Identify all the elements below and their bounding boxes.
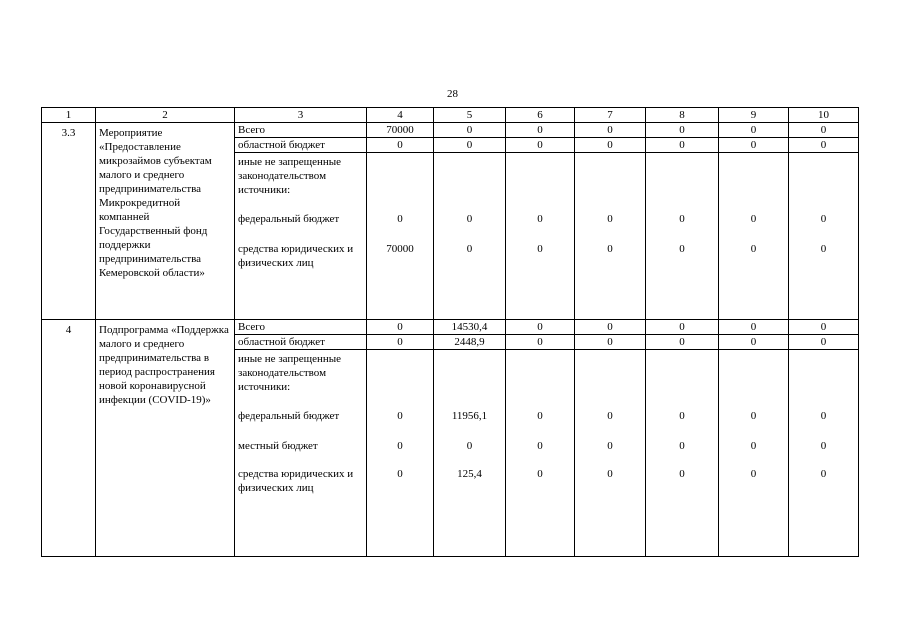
value-column: [719, 350, 789, 557]
value-cell: 0: [434, 138, 506, 153]
value-cell: 0: [679, 468, 685, 480]
source-breakdown: [235, 153, 367, 320]
value-cell: 0: [466, 213, 473, 225]
table-row: [42, 123, 859, 138]
value-cell: 0: [607, 243, 613, 255]
row-number: 4: [42, 320, 96, 557]
value-cell: 0: [367, 138, 434, 153]
column-number: 3: [235, 108, 367, 123]
value-cell: 0: [820, 243, 827, 255]
column-number: 9: [719, 108, 789, 123]
column-number: 8: [646, 108, 719, 123]
source-label: Всего: [235, 320, 367, 335]
row-number: 3.3: [42, 123, 96, 320]
column-number: 7: [575, 108, 646, 123]
value-cell: 0: [506, 335, 575, 350]
value-column: [646, 350, 719, 557]
value-cell: 0: [506, 320, 575, 335]
value-cell: 0: [607, 468, 613, 480]
value-cell: 125,4: [457, 468, 482, 480]
value-cell: 0: [466, 243, 473, 255]
value-cell: 0: [750, 440, 757, 452]
value-cell: 0: [820, 410, 827, 422]
value-cell: 0: [575, 320, 646, 335]
value-cell: 0: [607, 213, 613, 225]
column-number: 1: [42, 108, 96, 123]
value-cell: 0: [397, 213, 403, 225]
column-number: 10: [789, 108, 859, 123]
value-cell: 0: [789, 320, 859, 335]
value-cell: 70000: [386, 243, 414, 255]
source-label: средства юридических и физических лиц: [238, 468, 354, 494]
value-cell: 0: [719, 123, 789, 138]
row-name: Подпрограмма «Поддержка малого и среднего предпринимательства в период распространения новой коронавирусной инфекции (COVID-19)»: [96, 320, 235, 557]
value-cell: 70000: [367, 123, 434, 138]
value-cell: 0: [679, 213, 685, 225]
value-column: [789, 153, 859, 320]
value-cell: 0: [397, 468, 403, 480]
value-cell: 0: [537, 243, 543, 255]
value-cell: 0: [820, 468, 827, 480]
value-column: [506, 153, 575, 320]
source-label: областной бюджет: [235, 138, 367, 153]
value-cell: 0: [506, 123, 575, 138]
value-cell: 0: [750, 243, 757, 255]
value-cell: 0: [750, 410, 757, 422]
source-breakdown: [235, 350, 367, 557]
value-cell: 0: [820, 440, 827, 452]
value-cell: 0: [607, 440, 613, 452]
source-label: федеральный бюджет: [238, 410, 340, 422]
value-cell: 0: [575, 138, 646, 153]
value-cell: 0: [646, 138, 719, 153]
value-cell: 0: [575, 123, 646, 138]
value-column: [506, 350, 575, 557]
value-column: [367, 153, 434, 320]
column-number: 2: [96, 108, 235, 123]
value-cell: 2448,9: [434, 335, 506, 350]
value-cell: 0: [537, 410, 543, 422]
value-cell: 0: [679, 410, 685, 422]
column-number: 4: [367, 108, 434, 123]
value-cell: 0: [679, 243, 685, 255]
value-cell: 0: [367, 335, 434, 350]
value-cell: 0: [434, 123, 506, 138]
budget-table: [41, 107, 859, 557]
value-cell: 0: [537, 213, 543, 225]
value-cell: 0: [820, 213, 827, 225]
page-number: 28: [447, 88, 458, 100]
other-sources-label: иные не запрещенные законодательством источники:: [238, 353, 342, 393]
value-cell: 0: [397, 410, 403, 422]
value-column: [646, 153, 719, 320]
value-cell: 0: [789, 335, 859, 350]
source-label: Всего: [235, 123, 367, 138]
value-cell: 0: [719, 138, 789, 153]
source-label: федеральный бюджет: [238, 213, 340, 225]
source-label: средства юридических и физических лиц: [238, 243, 354, 269]
value-cell: 0: [537, 468, 543, 480]
value-cell: 0: [789, 138, 859, 153]
value-cell: 14530,4: [434, 320, 506, 335]
value-cell: 0: [397, 440, 403, 452]
table-row: [42, 320, 859, 335]
value-column: [575, 153, 646, 320]
value-column: [434, 153, 506, 320]
source-label: областной бюджет: [235, 335, 367, 350]
column-number: 5: [434, 108, 506, 123]
value-cell: 0: [646, 123, 719, 138]
column-number: 6: [506, 108, 575, 123]
row-name: Мероприятие «Предоставление микрозаймов субъектам малого и среднего предпринимательства Микрокредитной компанней Государственный фонд поддержки предпринимательства Кемеровской области»: [96, 123, 235, 320]
value-column: [719, 153, 789, 320]
value-column: [575, 350, 646, 557]
value-column: [789, 350, 859, 557]
value-cell: 0: [750, 468, 757, 480]
value-cell: 0: [679, 440, 685, 452]
value-cell: 0: [575, 335, 646, 350]
value-cell: 0: [646, 335, 719, 350]
value-cell: 0: [466, 440, 473, 452]
value-cell: 0: [367, 320, 434, 335]
value-cell: 0: [750, 213, 757, 225]
value-cell: 0: [646, 320, 719, 335]
value-cell: 0: [607, 410, 613, 422]
value-cell: 0: [506, 138, 575, 153]
value-cell: 0: [719, 320, 789, 335]
source-label: местный бюджет: [238, 440, 318, 452]
value-cell: 0: [789, 123, 859, 138]
other-sources-label: иные не запрещенные законодательством источники:: [238, 156, 342, 196]
value-column: [434, 350, 506, 557]
value-cell: 0: [719, 335, 789, 350]
column-number-row: [42, 108, 859, 123]
value-column: [367, 350, 434, 557]
value-cell: 0: [537, 440, 543, 452]
value-cell: 11956,1: [451, 410, 488, 422]
